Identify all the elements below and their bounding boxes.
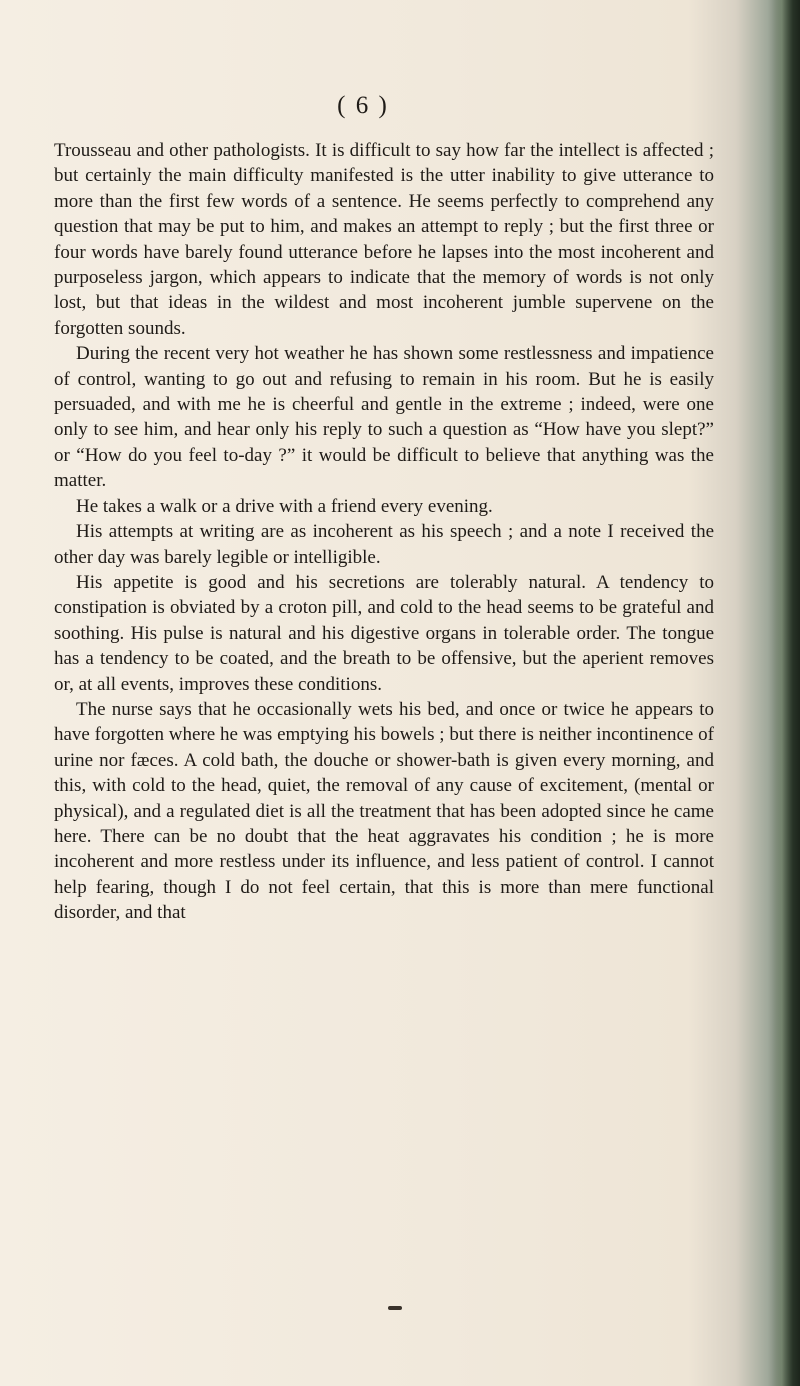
paragraph: His attempts at writing are as incoherent as his speech ; and a note I received the other day was barely legible or intelligible. — [54, 521, 714, 568]
page-edge-shadow — [772, 0, 800, 1386]
paragraph: He takes a walk or a drive with a friend every evening. — [76, 495, 493, 517]
paragraph: The nurse says that he occasionally wets his bed, and once or twice he appears to have forgotten where he was emptying his bowels ; but there is neither incontinence of urine nor fæces. A cold bath, the douche or shower-bath is given every morning, and this, with cold to the head, quiet, the removal of any cause of excitement, (mental or physical), and a regulated diet is all the treatment that has been adopted since he came here. There can be no doubt that the heat aggravates his condition ; he is more incoherent and more restless under its influence, and less patient of control. I cannot help fearing, though I do not feel certain, that this is more than mere functional disorder, and that — [54, 698, 714, 924]
catchword-mark — [388, 1306, 402, 1310]
paragraph: Trousseau and other pathologists. It is difficult to say how far the intellect is affected ; but certainly the main difficulty manifested is the utter inability to give utterance to more than the first few words of a sentence. He seems perfectly to comprehend any question that may be put to him, and makes an attempt to reply ; but the first three or four words have barely found utterance before he lapses into the most incoherent and purposeless jargon, which appears to indicate that the memory of words is not only lost, but that ideas in the wildest and most incoherent jumble supervene on the forgotten sounds. — [54, 140, 714, 339]
page-number: ( 6 ) — [337, 92, 389, 119]
body-text — [54, 138, 714, 926]
paragraph: During the recent very hot weather he has shown some restlessness and impatience of control, wanting to go out and refusing to remain in his room. But he is easily persuaded, and with me he is cheerful and gentle in the extreme ; indeed, were one only to see him, and hear only his reply to such a question as “How have you slept?” or “How do you feel to-day ?” it would be difficult to believe that anything was the matter. — [54, 343, 714, 492]
paragraph: His appetite is good and his secretions are tolerably natural. A tendency to constipation is obviated by a croton pill, and cold to the head seems to be grateful and soothing. His pulse is natural and his digestive organs in tolerable order. The tongue has a tendency to be coated, and the breath to be offensive, but the aperient removes or, at all events, improves these conditions. — [54, 571, 714, 695]
